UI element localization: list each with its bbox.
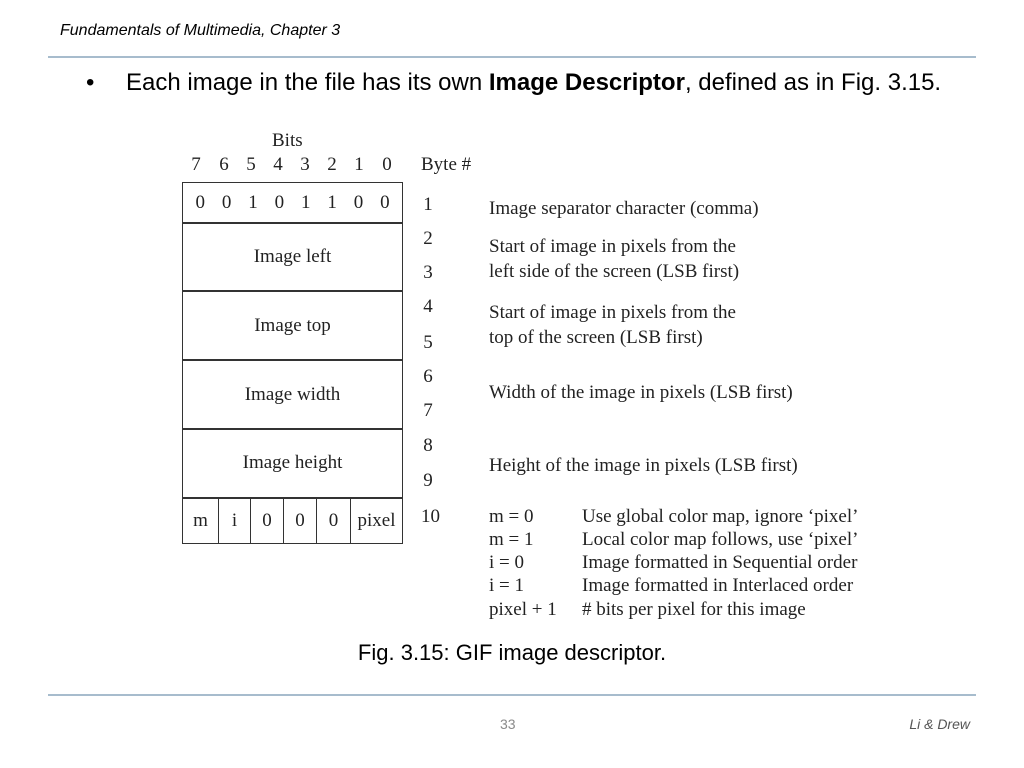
bit-number: 5 bbox=[246, 154, 256, 175]
flag-note-key: i = 1 bbox=[489, 575, 524, 596]
flag-note-key: m = 0 bbox=[489, 506, 534, 527]
field-label: Image left bbox=[253, 246, 332, 267]
byte-number: 1 bbox=[423, 194, 433, 215]
slide-header: Fundamentals of Multimedia, Chapter 3 bbox=[60, 22, 341, 39]
bit-number: 3 bbox=[300, 154, 310, 175]
bit-value: 1 bbox=[300, 192, 311, 213]
bit-value: 0 bbox=[380, 192, 390, 213]
bit-value: 1 bbox=[327, 192, 337, 213]
image-top-description: Start of image in pixels from the bbox=[489, 302, 736, 323]
bit-number: 7 bbox=[191, 154, 201, 175]
image-left-description: left side of the screen (LSB first) bbox=[489, 261, 740, 282]
bit-number: 4 bbox=[273, 154, 283, 175]
bit-number: 2 bbox=[327, 154, 337, 175]
image-top-description: top of the screen (LSB first) bbox=[489, 327, 703, 348]
field-label: Image width bbox=[244, 384, 341, 405]
byte-number: 4 bbox=[423, 296, 433, 317]
bullet-icon: • bbox=[86, 69, 95, 96]
byte-number: 10 bbox=[421, 506, 440, 527]
bullet-text-start: Each image in the file has its own bbox=[126, 69, 489, 96]
image-left-field bbox=[182, 222, 403, 292]
byte-number: 6 bbox=[423, 366, 433, 387]
bit-number: 1 bbox=[354, 154, 364, 175]
byte-number: 8 bbox=[423, 435, 433, 456]
byte-number: 7 bbox=[423, 400, 433, 421]
flag-note-value: Use global color map, ignore ‘pixel’ bbox=[582, 506, 859, 527]
field-label: Image top bbox=[254, 315, 331, 336]
flag-cell: 0 bbox=[284, 498, 317, 543]
image-width-field bbox=[182, 359, 403, 430]
bit-number: 6 bbox=[219, 154, 229, 175]
flags-byte-row bbox=[182, 497, 403, 544]
footer-divider bbox=[48, 694, 976, 696]
bit-value: 0 bbox=[195, 192, 205, 213]
page-number: 33 bbox=[500, 716, 516, 732]
image-width-description: Width of the image in pixels (LSB first) bbox=[489, 382, 793, 403]
image-height-field bbox=[182, 428, 403, 499]
bullet-text-end: , defined as in Fig. 3.15. bbox=[684, 69, 942, 96]
byte-number: 2 bbox=[423, 228, 433, 249]
flag-note-value: Image formatted in Sequential order bbox=[582, 552, 858, 573]
field-label: Image height bbox=[242, 452, 343, 473]
byte-number: 3 bbox=[423, 262, 433, 283]
image-top-field bbox=[182, 290, 403, 361]
image-left-description: Start of image in pixels from the bbox=[489, 236, 736, 257]
byte-number: 5 bbox=[423, 332, 433, 353]
bits-title: Bits bbox=[272, 130, 303, 151]
bit-value: 0 bbox=[353, 192, 364, 213]
flag-note-value: # bits per pixel for this image bbox=[582, 599, 806, 620]
figure-caption: Fig. 3.15: GIF image descriptor. bbox=[357, 640, 667, 665]
bullet-text-bold: Image Descriptor bbox=[488, 69, 685, 96]
bit-value: 0 bbox=[221, 192, 232, 213]
flag-note-key: i = 0 bbox=[489, 552, 524, 573]
flag-note-key: pixel + 1 bbox=[489, 599, 557, 620]
flag-note-value: Local color map follows, use ‘pixel’ bbox=[582, 529, 859, 550]
flag-cell: pixel bbox=[357, 509, 396, 531]
byte-header: Byte # bbox=[421, 154, 472, 175]
flag-cell: 0 bbox=[251, 498, 284, 543]
byte-number: 9 bbox=[423, 470, 433, 491]
author-credit: Li & Drew bbox=[909, 716, 970, 732]
flag-note-key: m = 1 bbox=[489, 529, 534, 550]
flag-cell: 0 bbox=[317, 498, 351, 543]
bit-value: 0 bbox=[274, 192, 285, 213]
image-height-description: Height of the image in pixels (LSB first) bbox=[489, 455, 798, 476]
flag-cell: m bbox=[183, 498, 219, 543]
separator-byte-row bbox=[182, 182, 403, 224]
separator-description: Image separator character (comma) bbox=[489, 198, 759, 219]
bit-number: 0 bbox=[382, 154, 392, 175]
bit-value: 1 bbox=[248, 192, 258, 213]
flag-note-value: Image formatted in Interlaced order bbox=[582, 575, 854, 596]
flag-cell: i bbox=[219, 498, 251, 543]
